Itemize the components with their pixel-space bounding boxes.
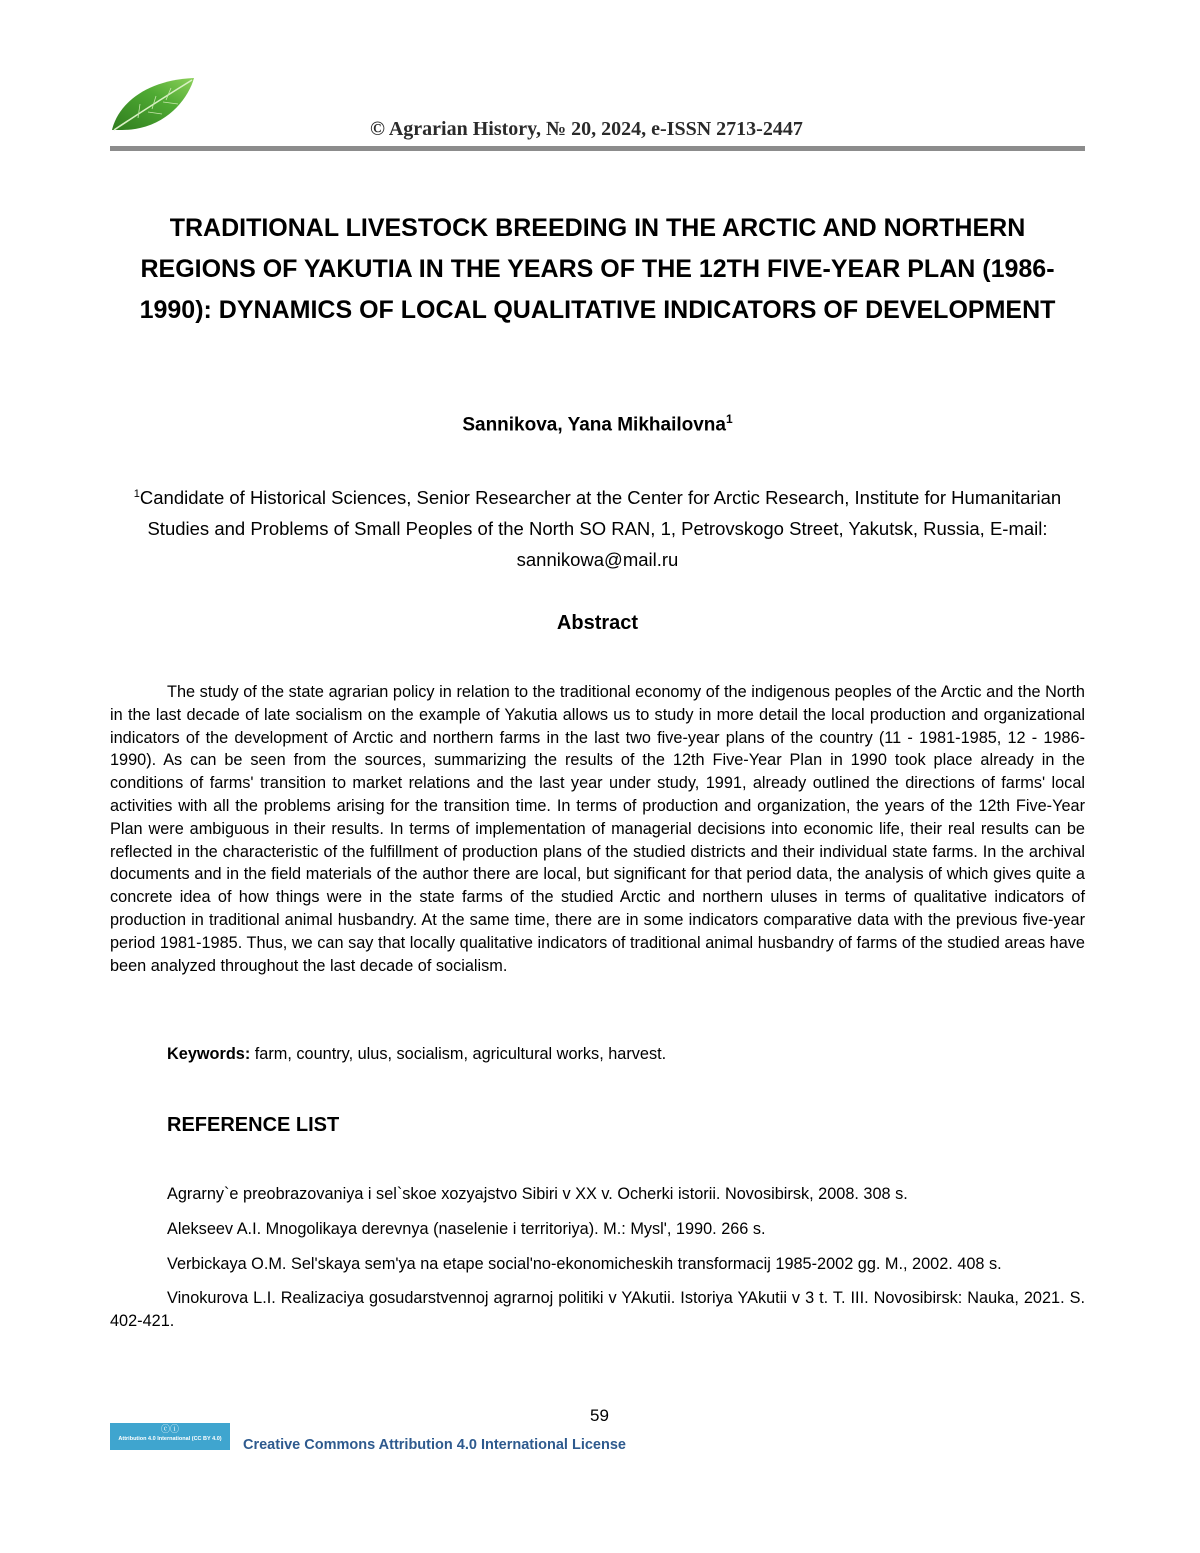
license-link[interactable]: Creative Commons Attribution 4.0 International License <box>243 1437 626 1453</box>
page-number: 59 <box>590 1406 609 1425</box>
reference-item: Agrarny`e preobrazovaniya i sel`skoe xozyajstvo Sibiri v XX v. Ocherki istorii. Novosibirsk, 2008. 308 s. <box>167 1185 908 1203</box>
affiliation-text: Candidate of Historical Sciences, Senior Researcher at the Center for Arctic Research, Institute for Humanitarian Studies and Problems of Small Peoples of the North SO RAN, 1, Petrovskogo Street, Yakutsk, Russia, E-mail: sannikowa@mail.ru <box>139 487 1062 571</box>
abstract-text: The study of the state agrarian policy in relation to the traditional economy of the indigenous peoples of the Arctic and the North in the last decade of late socialism on the example of Yakutia allows us to study in more detail the local production and organizational indicators of the development of Arctic and northern farms in the last two five-year plans of the country (11 - 1981-1985, 12 - 1986-1990). As can be seen from the sources, summarizing the results of the 12th Five-Year Plan in 1990 took place already in the conditions of farms' transition to market relations and the last year under study, 1991, already outlined the directions of farms' local activities with all the problems arising for the transition time. In terms of production and organization, the years of the 12th Five-Year Plan were ambiguous in their results. In terms of implementation of managerial decisions into economic life, their real results can be reflected in the characteristic of the fulfillment of production plans of the studied districts and their individual state farms. In the archival documents and in the field materials of the author there are local, but significant for that period data, the analysis of which gives quite a concrete idea of how things were in the state farms of the studied Arctic and northern uluses in terms of qualitative indicators of production in traditional animal husbandry. At the same time, there are in some indicators comparative data with the previous five-year period 1981-1985. Thus, we can say that locally qualitative indicators of traditional animal husbandry of farms of the studied areas have been analyzed throughout the last decade of socialism. <box>110 683 1085 975</box>
cc-by-icon: ⓒⓘ <box>160 1424 179 1434</box>
author-sup: 1 <box>725 412 733 426</box>
cc-license-badge[interactable] <box>110 1423 230 1450</box>
journal-header: © Agrarian History, № 20, 2024, e-ISSN 2713-2447 <box>370 118 803 140</box>
keywords-text: farm, country, ulus, socialism, agricultural works, harvest. <box>254 1045 667 1063</box>
affiliation-sup: 1 <box>133 488 140 500</box>
author-affiliation <box>110 479 1085 575</box>
author-name <box>110 412 1085 436</box>
cc-badge-text: Attribution 4.0 International (CC BY 4.0) <box>118 1436 222 1442</box>
reference-item: Vinokurova L.I. Realizaciya gosudarstvennoj agrarnoj politiki v YAkutii. Istoriya YAkutii v 3 t. T. III. Novosibirsk: Nauka, 2021. S. 402-421. <box>110 1289 1085 1331</box>
reference-list-heading: REFERENCE LIST <box>167 1114 340 1136</box>
reference-item: Alekseev A.I. Mnogolikaya derevnya (naselenie i territoriya). M.: Mysl', 1990. 266 s. <box>167 1219 766 1238</box>
keywords <box>167 1045 666 1064</box>
author-name-text: Sannikova, Yana Mikhailovna <box>462 414 726 436</box>
reference-list <box>110 1183 1085 1345</box>
leaf-icon <box>108 74 200 136</box>
keywords-label: Keywords: <box>167 1045 251 1063</box>
abstract-heading: Abstract <box>556 612 639 634</box>
header-rule <box>110 146 1085 151</box>
article-title: TRADITIONAL LIVESTOCK BREEDING IN THE ARCTIC AND NORTHERN REGIONS OF YAKUTIA IN THE YEARS OF THE 12TH FIVE-YEAR PLAN (1986-1990): DYNAMICS OF LOCAL QUALITATIVE INDICATORS OF DEVELOPMENT <box>139 214 1056 324</box>
reference-item: Verbickaya O.M. Sel'skaya sem'ya na etape social'no-ekonomicheskih transformacij 1985-2002 gg. M., 2002. 408 s. <box>167 1254 1002 1273</box>
